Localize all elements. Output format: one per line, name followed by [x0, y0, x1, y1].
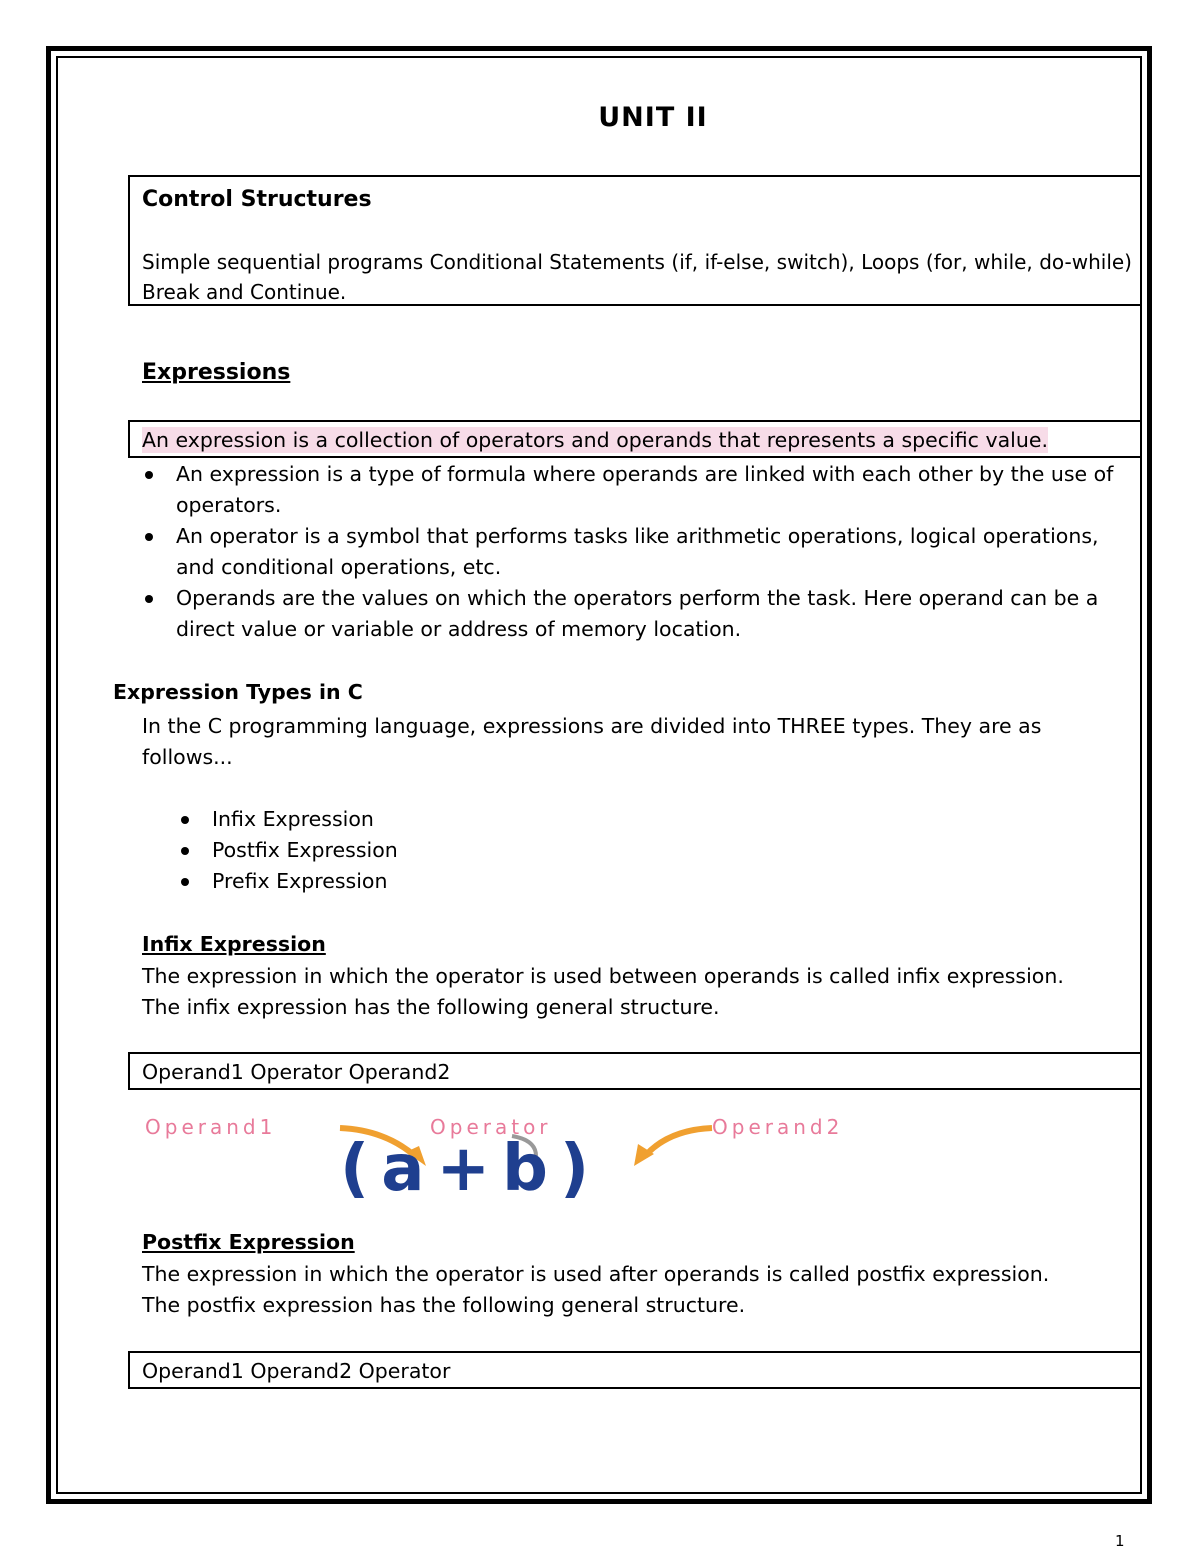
expression-types-heading: Expression Types in C [113, 680, 363, 704]
infix-heading: Infix Expression [142, 932, 326, 956]
list-item: Postfix Expression [178, 835, 578, 866]
expressions-bullet-list [142, 459, 1132, 645]
infix-structure-text: Operand1 Operator Operand2 [142, 1060, 451, 1084]
page-number: 1 [1115, 1532, 1125, 1550]
unit-title: UNIT II [598, 102, 708, 133]
operand2-label: Operand2 [712, 1115, 844, 1139]
postfix-line1: The expression in which the operator is used after operands is called postfix expression. [142, 1262, 1050, 1286]
list-item: Prefix Expression [178, 866, 578, 897]
control-structures-text: Simple sequential programs Conditional Statements (if, if-else, switch), Loops (for, while, do-while) Break and Continue. [142, 250, 1132, 304]
control-structures-title: Control Structures [142, 187, 372, 212]
infix-diagram [140, 1108, 920, 1198]
postfix-heading: Postfix Expression [142, 1230, 355, 1254]
expression-types-list [178, 804, 578, 897]
postfix-structure-text: Operand1 Operand2 Operator [142, 1359, 451, 1383]
arrow-operand2 [645, 1128, 712, 1156]
expression-types-intro: In the C programming language, expressions are divided into THREE types. They are as follows... [142, 714, 1042, 769]
operand1-label: Operand1 [145, 1115, 277, 1139]
list-item: An operator is a symbol that performs tasks like arithmetic operations, logical operations, and conditional operations, etc. [142, 521, 1132, 583]
expression-a-plus-b: (a+b) [340, 1132, 602, 1198]
list-item: Infix Expression [178, 804, 578, 835]
operator-label: Operator [430, 1115, 552, 1139]
list-item: Operands are the values on which the operators perform the task. Here operand can be a direct value or variable or address of memory location. [142, 583, 1132, 645]
list-item: An expression is a type of formula where operands are linked with each other by the use of operators. [142, 459, 1132, 521]
definition-box [128, 420, 1142, 458]
definition-text: An expression is a collection of operators and operands that represents a specific value. [142, 428, 1048, 452]
expressions-heading: Expressions [142, 360, 291, 385]
infix-line1: The expression in which the operator is used between operands is called infix expression. [142, 964, 1064, 988]
postfix-line2: The postfix expression has the following general structure. [142, 1293, 746, 1317]
infix-line2: The infix expression has the following general structure. [142, 995, 720, 1019]
infix-structure-box [128, 1052, 1142, 1090]
control-structures-box [128, 175, 1142, 306]
postfix-structure-box [128, 1351, 1142, 1389]
